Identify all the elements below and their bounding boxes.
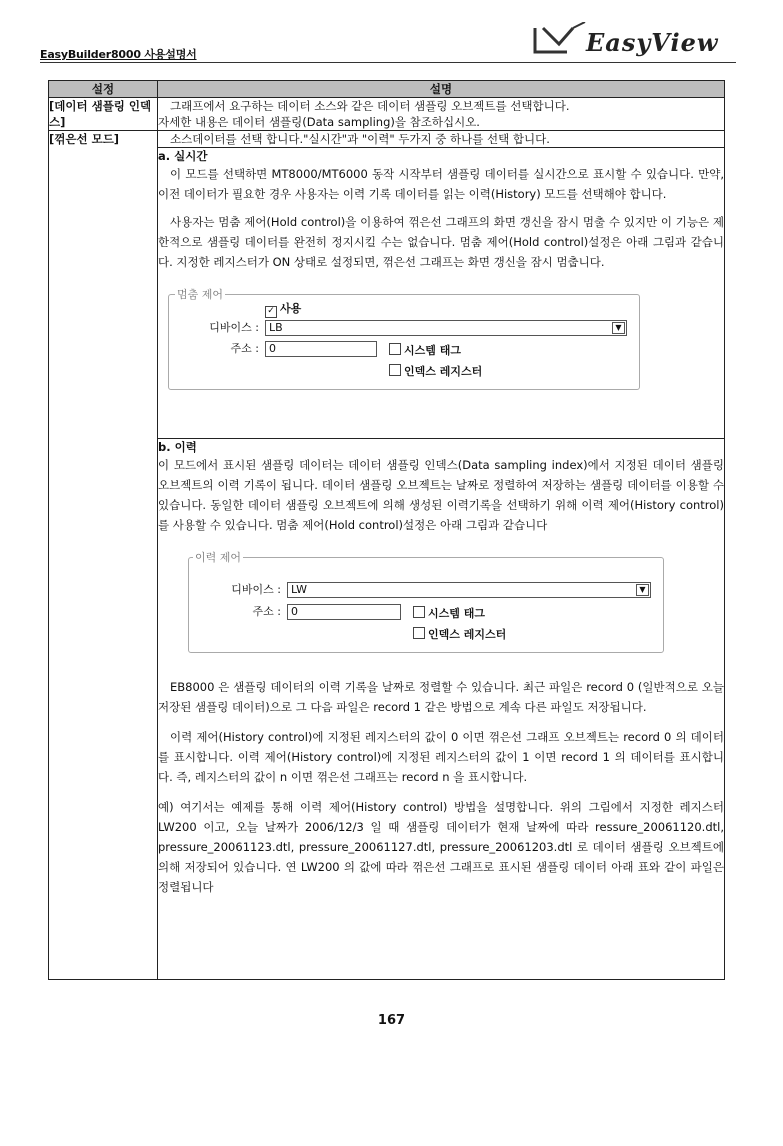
index-register-checkbox[interactable] (389, 364, 482, 380)
column-header-description: 설명 (158, 81, 725, 98)
document-title: EasyBuilder8000 사용설명서 (40, 48, 197, 61)
index-register-checkbox[interactable] (413, 627, 506, 643)
address-label: 주소 : (252, 605, 281, 618)
device-label: 디바이스 : (209, 321, 259, 334)
setting-cell: [꺾은선 모드] (49, 131, 158, 980)
checkbox-icon (413, 627, 425, 639)
system-tag-label: 시스템 태그 (428, 607, 485, 620)
checkbox-icon (413, 606, 425, 618)
system-tag-checkbox[interactable] (389, 343, 461, 359)
address-input[interactable]: 0 (265, 341, 377, 357)
hold-control-dialog (168, 288, 640, 390)
chevron-down-icon[interactable]: ▼ (612, 322, 625, 334)
realtime-paragraph: 이 모드를 선택하면 MT8000/MT6000 동작 시작부터 샘플링 데이터를 실시간으로 표시할 수 있습니다. 만약, 이전 데이터가 필요한 경우 사용자는 이력 기록 데이터를 읽는 이력(History) 모드를 선택해야 합니다. (158, 167, 724, 201)
description-line: 자세한 내용은 데이터 샘플링(Data sampling)을 참조하십시오. (158, 115, 480, 129)
device-select[interactable] (265, 320, 627, 336)
history-paragraph: 예) 여기서는 예제를 통해 이력 제어(History control) 방법을 설명합니다. 위의 그림에서 지정한 레지스터 LW200 이고, 오늘 날짜가 2006/12/3 일 때 샘플링 데이터가 현재 날짜에 따라 ressure_20061120.dtl, pressure_20061123.dtl, pressure_20061127.dtl, pressure_20061203.dtl 로 데이터 샘플링 오브젝트에 의해 저장되어 있습니다. 연 LW200 의 값에 따라 꺾은선 그래프로 표시된 샘플링 데이터 아래 표와 같이 파일은 정렬됩니다 (158, 800, 724, 894)
history-paragraph: 이 모드에서 표시된 샘플링 데이터는 데이터 샘플링 인덱스(Data sampling index)에서 지정된 데이터 샘플링 오브젝트의 이력 기록이 됩니다. 데이터 샘플링 오브젝트는 날짜로 정렬하여 저장하는 샘플링 데이터를 이용할 수 있습니다. 동일한 데이터 샘플링 오브젝트에 의해 생성된 이력기록을 선택하기 위해 이력 제어(History control)를 사용할 수 있습니다. 멈춤 제어(Hold control)설정은 아래 그림과 같습니다 (158, 458, 724, 532)
description-cell (158, 131, 725, 148)
checkbox-icon (389, 343, 401, 355)
chevron-down-icon[interactable]: ▼ (636, 584, 649, 596)
description-line: 소스데이터를 선택 합니다."실시간"과 "이력" 두가지 중 하나를 선택 합니다. (170, 132, 550, 146)
header-rule (40, 62, 736, 63)
device-value: LB (269, 321, 283, 334)
address-label: 주소 : (230, 342, 259, 355)
history-paragraph: 이력 제어(History control)에 지정된 레지스터의 값이 0 이면 꺾은선 그래프 오브젝트는 record 0 의 데이터를 표시합니다. 이력 제어(History control)에 지정된 레지스터의 값이 1 이면 record 1 의 데이터를 표시합니다. 즉, 레지스터의 값이 n 이면 꺾은선 그래프는 record n 을 표시합니다. (158, 730, 724, 784)
realtime-heading: a. 실시간 (158, 149, 208, 163)
description-cell (158, 98, 725, 131)
index-register-label: 인덱스 레지스터 (428, 628, 507, 641)
realtime-section (158, 148, 725, 439)
enable-checkbox[interactable] (265, 301, 301, 318)
enable-label: 사용 (280, 302, 302, 315)
history-heading: b. 이력 (158, 440, 197, 454)
logo-text: EasyView (586, 28, 719, 57)
settings-table (48, 80, 725, 980)
description-line: 그래프에서 요구하는 데이터 소스와 같은 데이터 샘플링 오브젝트를 선택합니다. (170, 99, 570, 113)
address-input[interactable]: 0 (287, 604, 401, 620)
table-row (49, 131, 725, 148)
history-control-dialog (188, 551, 664, 653)
dialog-legend: 이력 제어 (195, 551, 242, 564)
device-select[interactable] (287, 582, 651, 598)
history-section (158, 439, 725, 980)
device-value: LW (291, 583, 307, 596)
column-header-setting: 설정 (49, 81, 158, 98)
table-row (49, 98, 725, 131)
system-tag-checkbox[interactable] (413, 606, 485, 622)
device-label: 디바이스 : (231, 583, 281, 596)
history-paragraph: EB8000 은 샘플링 데이터의 이력 기록을 날짜로 정렬할 수 있습니다. 최근 파일은 record 0 (일반적으로 오늘 저장된 샘플링 데이터)으로 그 다음 파일은 record 1 같은 방법으로 계속 다른 파일도 저장됩니다. (158, 680, 724, 714)
page-number: 167 (377, 1013, 406, 1028)
setting-cell: [데이터 샘플링 인덱스] (49, 98, 158, 131)
checkbox-checked-icon: ✓ (265, 306, 277, 318)
checkbox-icon (389, 364, 401, 376)
index-register-label: 인덱스 레지스터 (404, 365, 483, 378)
dialog-legend: 멈춤 제어 (177, 288, 224, 301)
realtime-paragraph: 사용자는 멈춤 제어(Hold control)을 이용하여 꺾은선 그래프의 화면 갱신을 잠시 멈출 수 있지만 이 기능은 제한적으로 샘플링 데이터를 완전히 정지시킬 수는 없습니다. 멈춤 제어(Hold control)설정은 아래 그림과 같습니다. 지정한 레지스터가 ON 상태로 설정되면, 꺾은선 그래프는 화면 갱신을 잠시 멈춥니다. (158, 215, 724, 269)
system-tag-label: 시스템 태그 (404, 344, 461, 357)
